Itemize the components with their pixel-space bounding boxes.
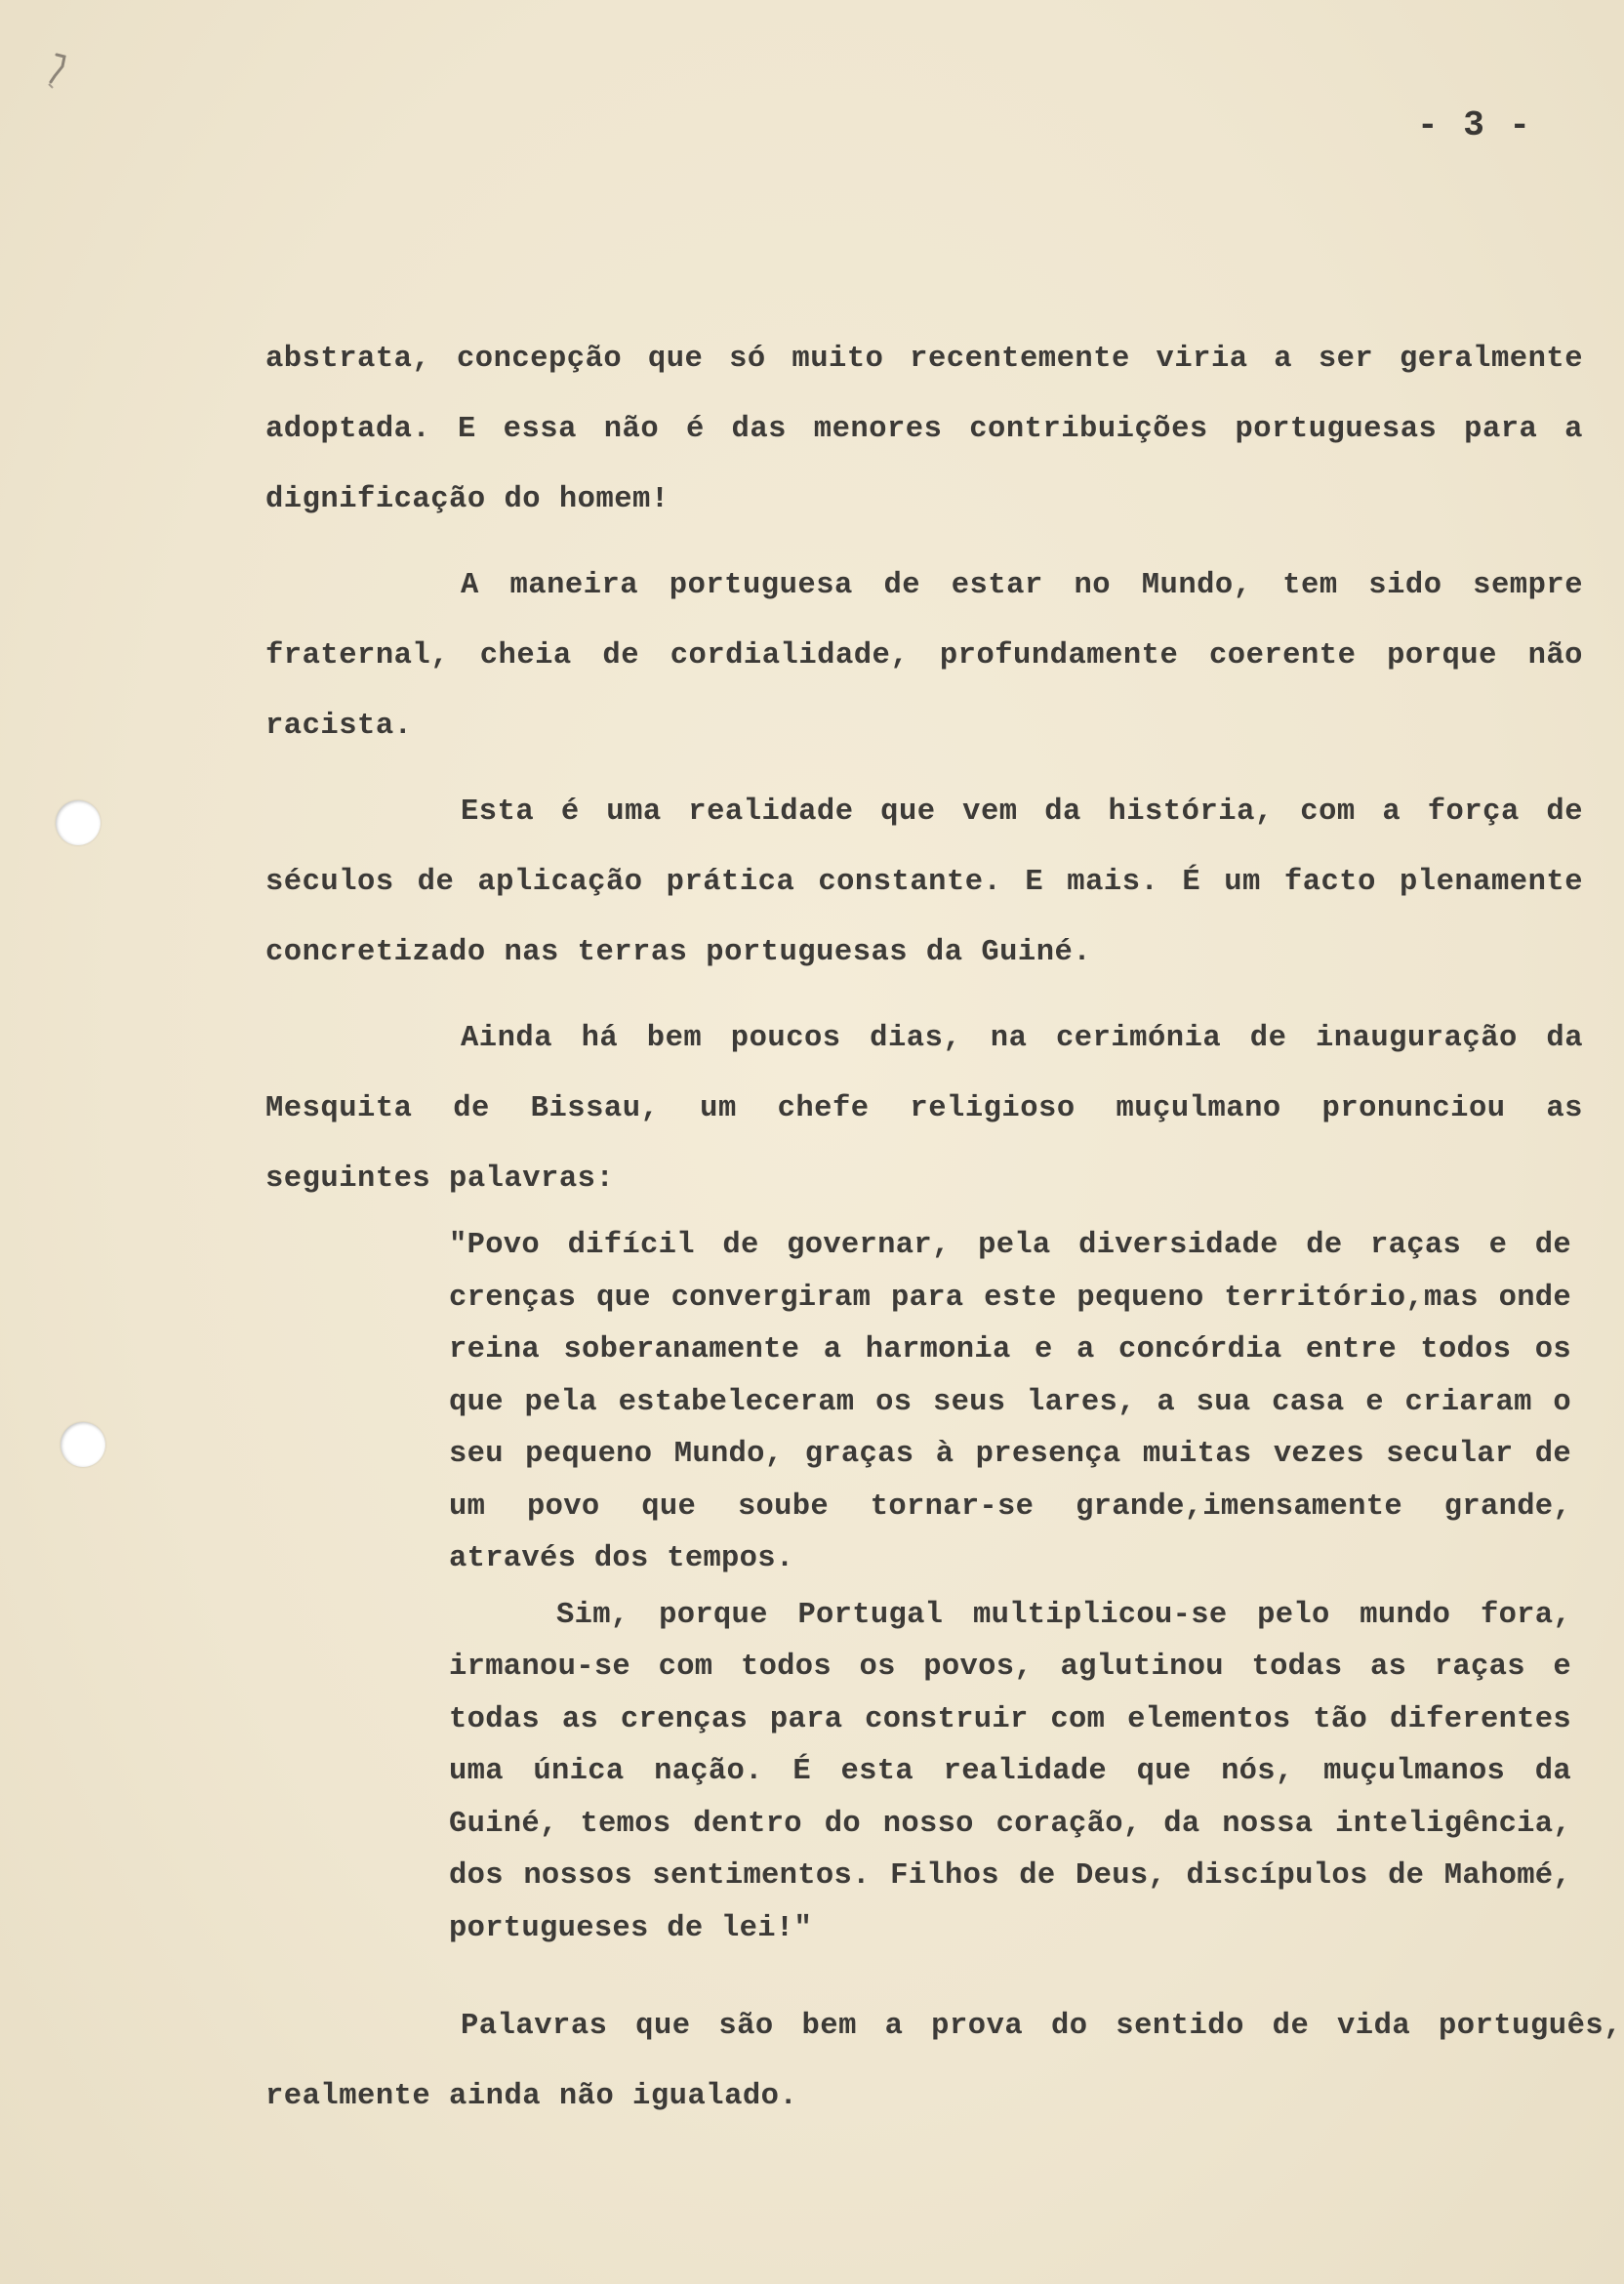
body-text	[265, 324, 1583, 1214]
paragraph-4: Ainda há bem poucos dias, na cerimónia de inauguração da Mesquita de Bissau, um chefe religioso muçulmano pronunciou as seguintes palavras:	[265, 1022, 1583, 1196]
closing-paragraph	[265, 1991, 1622, 2132]
paragraph-3: Esta é uma realidade que vem da história, com a força de séculos de aplicação prática constante. E mais. É um facto plenamente concretizado nas terras portuguesas da Guiné.	[265, 795, 1583, 969]
quote-paragraph-2: Sim, porque Portugal multiplicou-se pelo mundo fora, irmanou-se com todos os povos, aglutinou todas as raças e todas as crenças para construir com elementos tão diferentes uma única nação. É esta realidade que nós, muçulmanos da Guiné, temos dentro do nosso coração, da nossa inteligência, dos nossos sentimentos. Filhos de Deus, discípulos de Mahomé, portugueses de lei!"	[449, 1598, 1571, 1945]
quoted-speech	[449, 1220, 1571, 1955]
punch-hole-top	[56, 800, 101, 845]
paragraph-2: A maneira portuguesa de estar no Mundo, tem sido sempre fraternal, cheia de cordialidade, profundamente coerente porque não racista.	[265, 569, 1583, 743]
closing-text: Palavras que são bem a prova do sentido de vida português, realmente ainda não igualado.	[265, 2010, 1622, 2113]
quote-paragraph-1: "Povo difícil de governar, pela diversidade de raças e de crenças que convergiram para este pequeno território,mas onde reina soberanamente a harmonia e a concórdia entre todos os que pela estabeleceram os seus lares, a sua casa e criaram o seu pequeno Mundo, graças à presença muitas vezes secular de um povo que soube tornar-se grande,imensamente grande, através dos tempos.	[449, 1229, 1571, 1575]
paragraph-1: abstrata, concepção que só muito recentemente viria a ser geralmente adoptada. E essa não é das menores contribuições portuguesas para a dignificação do homem!	[265, 343, 1583, 516]
punch-hole-bottom	[61, 1422, 105, 1467]
page-number: - 3 -	[1417, 105, 1533, 145]
staple-mark-icon	[43, 49, 78, 107]
